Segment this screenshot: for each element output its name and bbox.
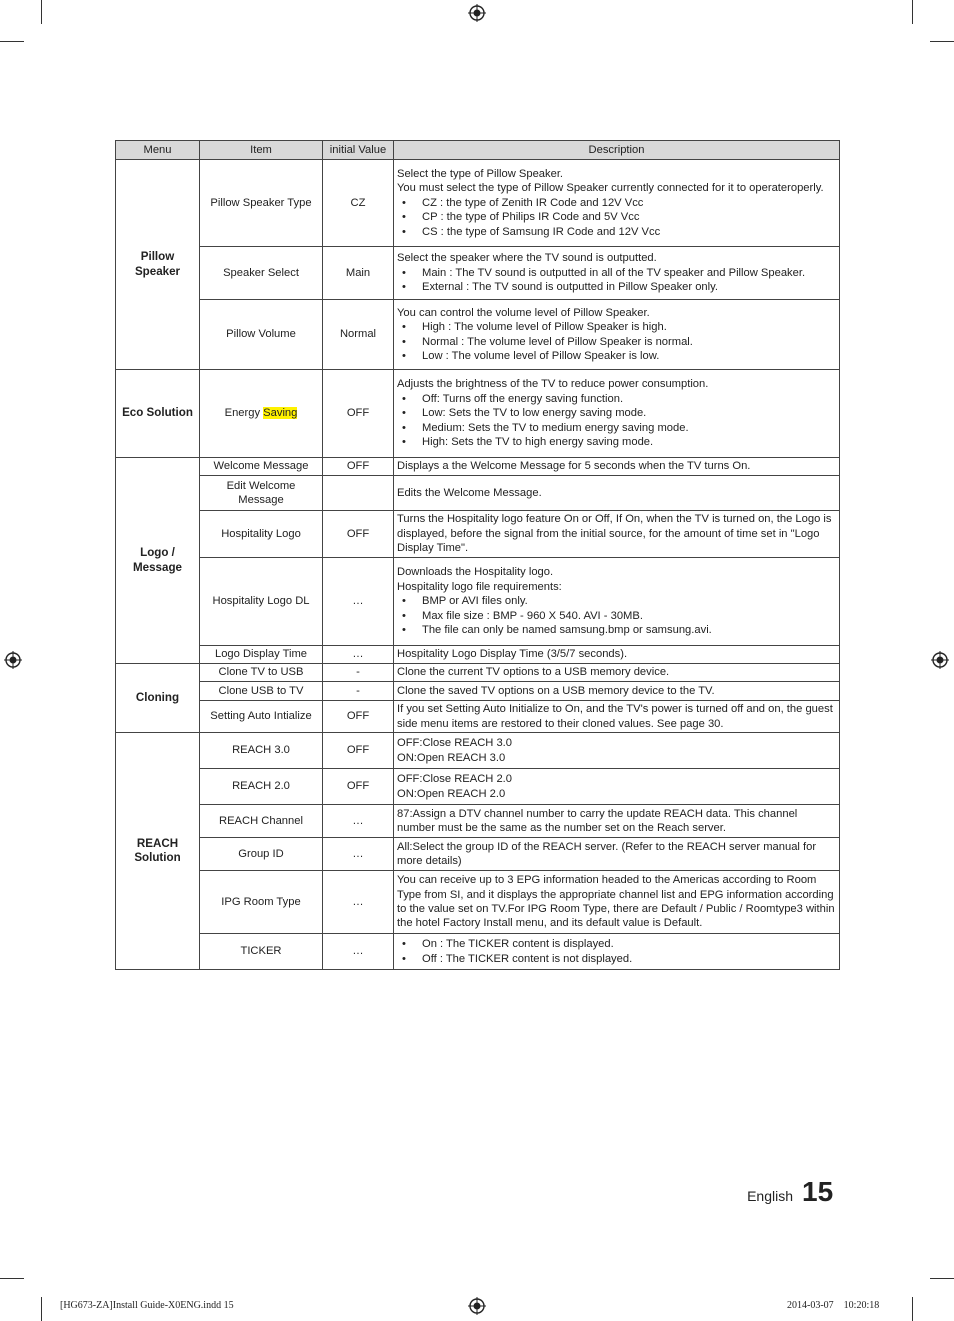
item-cell: Group ID <box>200 838 323 871</box>
item-label-line: Message <box>238 494 284 506</box>
initial-value-cell: … <box>323 646 394 664</box>
table-body <box>116 160 840 970</box>
item-cell: Clone TV to USB <box>200 664 323 682</box>
description-line: Downloads the Hospitality logo. <box>397 566 554 579</box>
bullet-item: • On : The TICKER content is displayed. <box>397 937 836 951</box>
description-line: Hospitality Logo Display Time (3/5/7 seconds). <box>397 648 628 661</box>
registration-mark-icon <box>468 1297 486 1315</box>
description-cell <box>394 769 840 805</box>
description-line: Displays a the Welcome Message for 5 seconds when the TV turns On. <box>397 460 751 473</box>
description-line: Select the speaker where the TV sound is outputted. <box>397 252 657 265</box>
table-row <box>116 300 840 370</box>
description-line: Adjusts the brightness of the TV to reduce power consumption. <box>397 378 709 391</box>
crop-mark <box>41 1297 42 1321</box>
initial-value-cell: Normal <box>323 300 394 370</box>
menu-label: Solution <box>134 851 181 864</box>
description-cell <box>394 300 840 370</box>
description-line: ON:Open REACH 2.0 <box>397 787 506 800</box>
description-line: You can receive up to 3 EPG information headed to the Americas according to Room Type from SI, and it displays the appropriate channel list and EPG information according to the value set on TV.For IPG Room Type, there are Default / Public / Roomtype3 within the hotel Factory Install menu, and its default value is Default. <box>397 874 835 930</box>
slug-timestamp: 2014-03-07 10:20:18 <box>787 1300 880 1311</box>
footer-language: English <box>747 1188 793 1204</box>
highlighted-text: Saving <box>263 407 298 420</box>
description-line: Clone the saved TV options on a USB memory device to the TV. <box>397 684 715 697</box>
menu-label: REACH <box>136 836 179 850</box>
description-cell <box>394 934 840 970</box>
menu-cell <box>116 664 200 733</box>
initial-value-cell: - <box>323 682 394 701</box>
table-row <box>116 934 840 970</box>
description-line: ON:Open REACH 3.0 <box>397 751 506 764</box>
description-line: You can control the volume level of Pillow Speaker. <box>397 306 650 319</box>
item-cell: Logo Display Time <box>200 646 323 664</box>
crop-mark <box>912 1297 913 1321</box>
menu-cell <box>116 733 200 970</box>
table-row <box>116 733 840 769</box>
initial-value-cell: … <box>323 871 394 934</box>
initial-value-cell: OFF <box>323 769 394 805</box>
bullet-list <box>397 937 836 966</box>
crop-mark <box>0 41 24 42</box>
initial-value-cell: … <box>323 558 394 646</box>
bullet-item: • BMP or AVI files only. <box>397 594 836 608</box>
bullet-list <box>397 392 836 450</box>
bullet-item: • External : The TV sound is outputted in Pillow Speaker only. <box>397 280 836 294</box>
table-row <box>116 558 840 646</box>
item-cell: Hospitality Logo <box>200 511 323 558</box>
menu-cell <box>116 458 200 664</box>
menu-label: Logo / <box>140 546 175 560</box>
bullet-item: • The file can only be named samsung.bmp or samsung.avi. <box>397 623 836 637</box>
description-cell <box>394 701 840 733</box>
bullet-item: • Main : The TV sound is outputted in all of the TV speaker and Pillow Speaker. <box>397 266 836 280</box>
initial-value-cell: OFF <box>323 370 394 458</box>
table-header-row <box>116 141 840 160</box>
menu-cell <box>116 160 200 370</box>
description-line: Clone the current TV options to a USB memory device. <box>397 666 670 679</box>
bullet-item: • Medium: Sets the TV to medium energy saving mode. <box>397 421 836 435</box>
menu-label: Cloning <box>135 690 180 704</box>
description-cell <box>394 558 840 646</box>
description-cell <box>394 664 840 682</box>
item-cell: Clone USB to TV <box>200 682 323 701</box>
item-cell: IPG Room Type <box>200 871 323 934</box>
table-row <box>116 664 840 682</box>
description-line: Edits the Welcome Message. <box>397 486 542 499</box>
bullet-item: • CS : the type of Samsung IR Code and 12V Vcc <box>397 225 836 239</box>
item-cell: REACH Channel <box>200 805 323 838</box>
table-row <box>116 646 840 664</box>
page-number: 15 <box>802 1176 834 1207</box>
menu-cell <box>116 370 200 458</box>
bullet-item: • Low: Sets the TV to low energy saving mode. <box>397 406 836 420</box>
bullet-item: • High: Sets the TV to high energy saving mode. <box>397 435 836 449</box>
description-line: OFF:Close REACH 3.0 <box>397 737 513 750</box>
bullet-item: • Normal : The volume level of Pillow Speaker is normal. <box>397 335 836 349</box>
menu-label: Speaker <box>134 264 181 278</box>
table-row <box>116 838 840 871</box>
bullet-item: • Max file size : BMP - 960 X 540. AVI - 30MB. <box>397 609 836 623</box>
item-cell <box>200 370 323 458</box>
crop-mark <box>41 0 42 24</box>
bullet-item: • Off: Turns off the energy saving function. <box>397 392 836 406</box>
initial-value-cell: … <box>323 838 394 871</box>
table-row <box>116 682 840 701</box>
description-line: Turns the Hospitality logo feature On or Off, If On, when the TV is turned on, the Logo is displayed, before the signal from the initial source, for the amount of time set in "Logo Display Time". <box>397 513 832 555</box>
initial-value-cell <box>323 476 394 511</box>
crop-mark <box>930 41 954 42</box>
description-line: Select the type of Pillow Speaker. <box>397 167 564 180</box>
header-description: Description <box>394 141 840 160</box>
table-row <box>116 458 840 476</box>
slug-file-info: [HG673-ZA]Install Guide-X0ENG.indd 15 <box>60 1300 234 1311</box>
item-label-part: Energy <box>224 407 264 420</box>
initial-value-cell: OFF <box>323 733 394 769</box>
description-cell <box>394 805 840 838</box>
table-row <box>116 769 840 805</box>
registration-mark-icon <box>4 651 22 669</box>
table-row <box>116 160 840 247</box>
description-cell <box>394 871 840 934</box>
description-line: Hospitality logo file requirements: <box>397 580 562 593</box>
table-row <box>116 701 840 733</box>
description-cell <box>394 370 840 458</box>
table-row <box>116 511 840 558</box>
menu-label: Message <box>133 560 182 574</box>
description-line: OFF:Close REACH 2.0 <box>397 773 513 786</box>
bullet-item: • Low : The volume level of Pillow Speaker is low. <box>397 349 836 363</box>
bullet-item: • CZ : the type of Zenith IR Code and 12V Vcc <box>397 196 836 210</box>
description-cell <box>394 838 840 871</box>
initial-value-cell: OFF <box>323 511 394 558</box>
header-item: Item <box>200 141 323 160</box>
crop-mark <box>912 0 913 24</box>
bullet-list <box>397 266 836 295</box>
item-cell: Setting Auto Intialize <box>200 701 323 733</box>
table-row <box>116 247 840 300</box>
registration-mark-icon <box>468 4 486 22</box>
item-cell: REACH 2.0 <box>200 769 323 805</box>
bullet-list <box>397 320 836 363</box>
initial-value-cell: CZ <box>323 160 394 247</box>
crop-mark <box>0 1278 24 1279</box>
item-cell: Hospitality Logo DL <box>200 558 323 646</box>
crop-mark <box>930 1278 954 1279</box>
settings-table <box>115 140 840 970</box>
table-row <box>116 871 840 934</box>
initial-value-cell: - <box>323 664 394 682</box>
bullet-list <box>397 594 836 637</box>
item-cell: Pillow Volume <box>200 300 323 370</box>
item-cell <box>200 476 323 511</box>
initial-value-cell: Main <box>323 247 394 300</box>
bullet-item: • Off : The TICKER content is not displayed. <box>397 952 836 966</box>
description-cell <box>394 682 840 701</box>
description-cell <box>394 733 840 769</box>
description-cell <box>394 247 840 300</box>
initial-value-cell: … <box>323 805 394 838</box>
item-cell: Pillow Speaker Type <box>200 160 323 247</box>
menu-label: Eco Solution <box>122 406 193 420</box>
item-cell: Speaker Select <box>200 247 323 300</box>
item-cell: TICKER <box>200 934 323 970</box>
registration-mark-icon <box>931 651 949 669</box>
table-row <box>116 476 840 511</box>
description-line: If you set Setting Auto Initialize to On, and the TV's power is turned off and on, the guest side menu items are restored to their cloned values. See page 30. <box>397 703 833 730</box>
description-line: You must select the type of Pillow Speaker currently connected for it to operateroperly. <box>397 182 824 195</box>
item-cell: Welcome Message <box>200 458 323 476</box>
header-initial-value: initial Value <box>323 141 394 160</box>
menu-label: Pillow <box>140 250 175 264</box>
description-line: All:Select the group ID of the REACH server. (Refer to the REACH server manual for more details) <box>397 840 817 867</box>
description-line: 87:Assign a DTV channel number to carry the update REACH data. This channel number must be the same as the number set on the Reach server. <box>397 807 798 834</box>
bullet-item: • High : The volume level of Pillow Speaker is high. <box>397 320 836 334</box>
description-cell <box>394 476 840 511</box>
table-row <box>116 370 840 458</box>
initial-value-cell: … <box>323 934 394 970</box>
bullet-item: • CP : the type of Philips IR Code and 5V Vcc <box>397 210 836 224</box>
description-cell <box>394 511 840 558</box>
description-cell <box>394 160 840 247</box>
description-cell <box>394 646 840 664</box>
item-cell: REACH 3.0 <box>200 733 323 769</box>
initial-value-cell: OFF <box>323 701 394 733</box>
item-label-line: Edit Welcome <box>226 479 296 492</box>
initial-value-cell: OFF <box>323 458 394 476</box>
table-row <box>116 805 840 838</box>
header-menu: Menu <box>116 141 200 160</box>
bullet-list <box>397 196 836 239</box>
description-cell <box>394 458 840 476</box>
